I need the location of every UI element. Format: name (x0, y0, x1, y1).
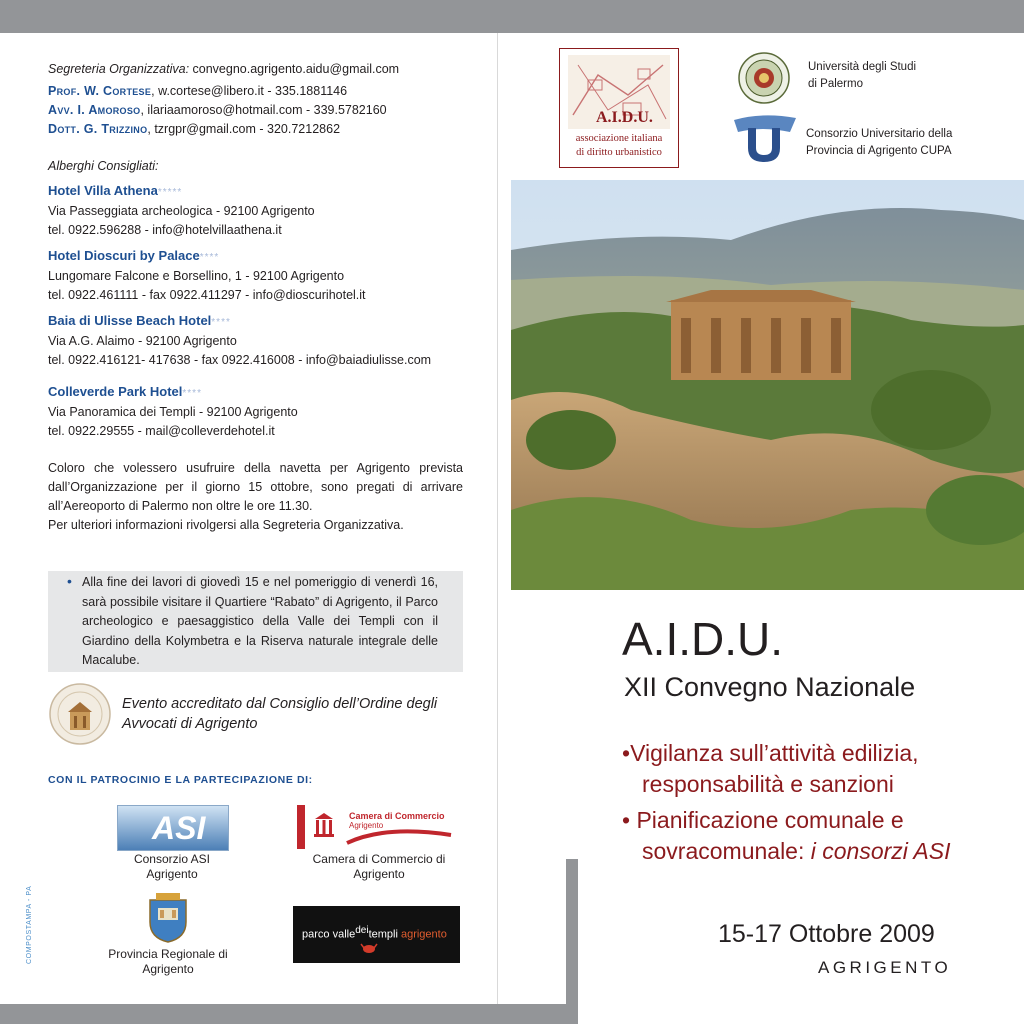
camera-logo-line2: Agrigento (349, 821, 384, 830)
bullet-icon: • (622, 740, 631, 766)
segreteria-email[interactable]: convegno.agrigento.aidu@gmail.com (192, 62, 400, 76)
provincia-crest (146, 892, 190, 944)
provincia-caption: Provincia Regionale di Agrigento (108, 947, 228, 976)
topics-list (622, 738, 951, 866)
camera-logo-line1: Camera di Commercio (349, 811, 445, 821)
alberghi-label: Alberghi Consigliati: (48, 159, 159, 173)
hotel-stars: **** (182, 388, 202, 399)
navetta-text: Coloro che volessero usufruire della navetta per Agrigento prevista dall’Organizzazione per il giorno 15 ottobre, sono pregati di arrivare all’Aereoporto di Palermo non oltre le ore 11.30. (48, 461, 463, 513)
contact-3 (48, 120, 468, 139)
segreteria-line (48, 60, 468, 79)
cupa-text: Consorzio Universitario della Provincia di Agrigento CUPA (806, 128, 953, 157)
topic-2-italic: i consorzi ASI (810, 837, 951, 864)
segreteria-label: Segreteria Organizzativa: (48, 62, 190, 76)
subtitle: XII Convegno Nazionale (624, 672, 916, 702)
bullet-icon: • (67, 573, 72, 589)
hotel-contact: tel. 0922.416121- 417638 - fax 0922.416008 - info@baiadiulisse.com (48, 353, 432, 367)
parco-agrigento: agrigento (400, 928, 447, 941)
hotel-stars: ***** (157, 187, 183, 198)
left-panel (48, 60, 468, 535)
contact-info: , w.cortese@libero.it - 335.1881146 (151, 84, 348, 98)
top-bar (0, 0, 1024, 33)
temple-icon (313, 811, 335, 839)
hotel-3 (48, 311, 468, 370)
topic-1 (622, 738, 951, 769)
asi-caption: Consorzio ASI Agrigento (133, 852, 211, 881)
vertical-bar (566, 859, 578, 1024)
main-title: A.I.D.U. (622, 613, 784, 665)
asi-logo (117, 805, 229, 851)
topic-2 (622, 805, 951, 836)
accreditato-text: Evento accreditato dal Consiglio dell’Ordine degli Avvocati di Agrigento (122, 696, 438, 732)
bottom-bar (0, 1004, 578, 1024)
hotel-2 (48, 246, 468, 305)
bullet-icon: • (622, 807, 637, 833)
aidu-logo (559, 48, 679, 168)
navetta-info: Per ulteriori informazioni rivolgersi alla Segreteria Organizzativa. (48, 518, 404, 532)
aidu-logo-name: A.I.D.U. (596, 109, 653, 126)
hotel-contact: tel. 0922.461111 - fax 0922.411297 - info@dioscurihotel.it (48, 288, 366, 302)
composer-credit: COMPOSTAMPA - PA (26, 885, 33, 964)
contact-name: Prof. W. Cortese (48, 84, 152, 98)
hotel-address: Via Passeggiata archeologica - 92100 Agrigento (48, 204, 315, 218)
topic-2-line2-text: sovracomunale: (642, 837, 811, 864)
fold-line (497, 33, 498, 1004)
camera-caption: Camera di Commercio di Agrigento (312, 852, 446, 881)
contact-info: , tzrgpr@gmail.com - 320.7212862 (147, 122, 341, 136)
hotel-1 (48, 181, 468, 240)
hotel-address: Via Panoramica dei Templi - 92100 Agrigento (48, 405, 298, 419)
swoosh-icon (345, 823, 455, 847)
contact-name: Dott. G. Trizzino (48, 122, 148, 136)
camera-logo (297, 805, 459, 849)
crab-icon (359, 940, 379, 956)
hotel-name: Colleverde Park Hotel (48, 384, 183, 399)
ordine-avvocati-seal (48, 682, 112, 746)
hotel-address: Via A.G. Alaimo - 92100 Agrigento (48, 334, 237, 348)
topic-1-line2: responsabilità e sanzioni (642, 770, 894, 797)
universita-text: Università degli Studi di Palermo (808, 61, 917, 90)
aidu-logo-line1: associazione italiana (575, 133, 663, 144)
hotel-name: Hotel Villa Athena (48, 183, 158, 198)
visit-text: Alla fine dei lavori di giovedì 15 e nel pomeriggio di venerdì 16, sarà possibile visitare il Quartiere “Rabato” di Agrigento, il Parco archeologico e paesaggistico della Valle dei Templi con il Giardino della Kolymbetra e la Riserva naturale integrale delle Macalube. (82, 575, 438, 667)
aidu-logo-line2: di diritto urbanistico (576, 147, 662, 158)
hotel-name: Baia di Ulisse Beach Hotel (48, 313, 212, 328)
patrocinio-title: CON IL PATROCINIO E LA PARTECIPAZIONE DI: (48, 774, 313, 786)
event-place: AGRIGENTO (818, 958, 952, 977)
temple-photo (511, 180, 1024, 590)
hotel-name: Hotel Dioscuri by Palace (48, 248, 200, 263)
parco-word: parco valle (302, 928, 356, 941)
hotel-contact: tel. 0922.29555 - mail@colleverdehotel.it (48, 424, 275, 438)
contact-1 (48, 82, 468, 101)
parco-valle-templi-logo (293, 906, 460, 963)
topic-2-line1: Pianificazione comunale e (636, 807, 904, 833)
parco-logo-text (302, 925, 447, 941)
topic-1-line1: Vigilanza sull’attività edilizia, (630, 740, 919, 766)
hotel-contact: tel. 0922.596288 - info@hotelvillaathena.it (48, 223, 282, 237)
parco-templi: templi (368, 928, 398, 941)
parco-dei: dei (355, 925, 369, 936)
hotel-stars: **** (211, 317, 231, 328)
asi-logo-text: ASI (152, 810, 206, 846)
hotel-address: Lungomare Falcone e Borsellino, 1 - 92100 Agrigento (48, 269, 345, 283)
contacts (48, 82, 468, 139)
cupa-logo (732, 112, 798, 166)
contact-2 (48, 101, 468, 120)
universita-seal (738, 52, 790, 104)
contact-info: , ilariaamoroso@hotmail.com - 339.5782160 (140, 103, 387, 117)
contact-name: Avv. I. Amoroso (48, 103, 141, 117)
topic-2-line2 (622, 836, 951, 867)
hotel-4 (48, 382, 468, 441)
event-date: 15-17 Ottobre 2009 (718, 920, 935, 948)
hotel-stars: **** (199, 252, 220, 263)
